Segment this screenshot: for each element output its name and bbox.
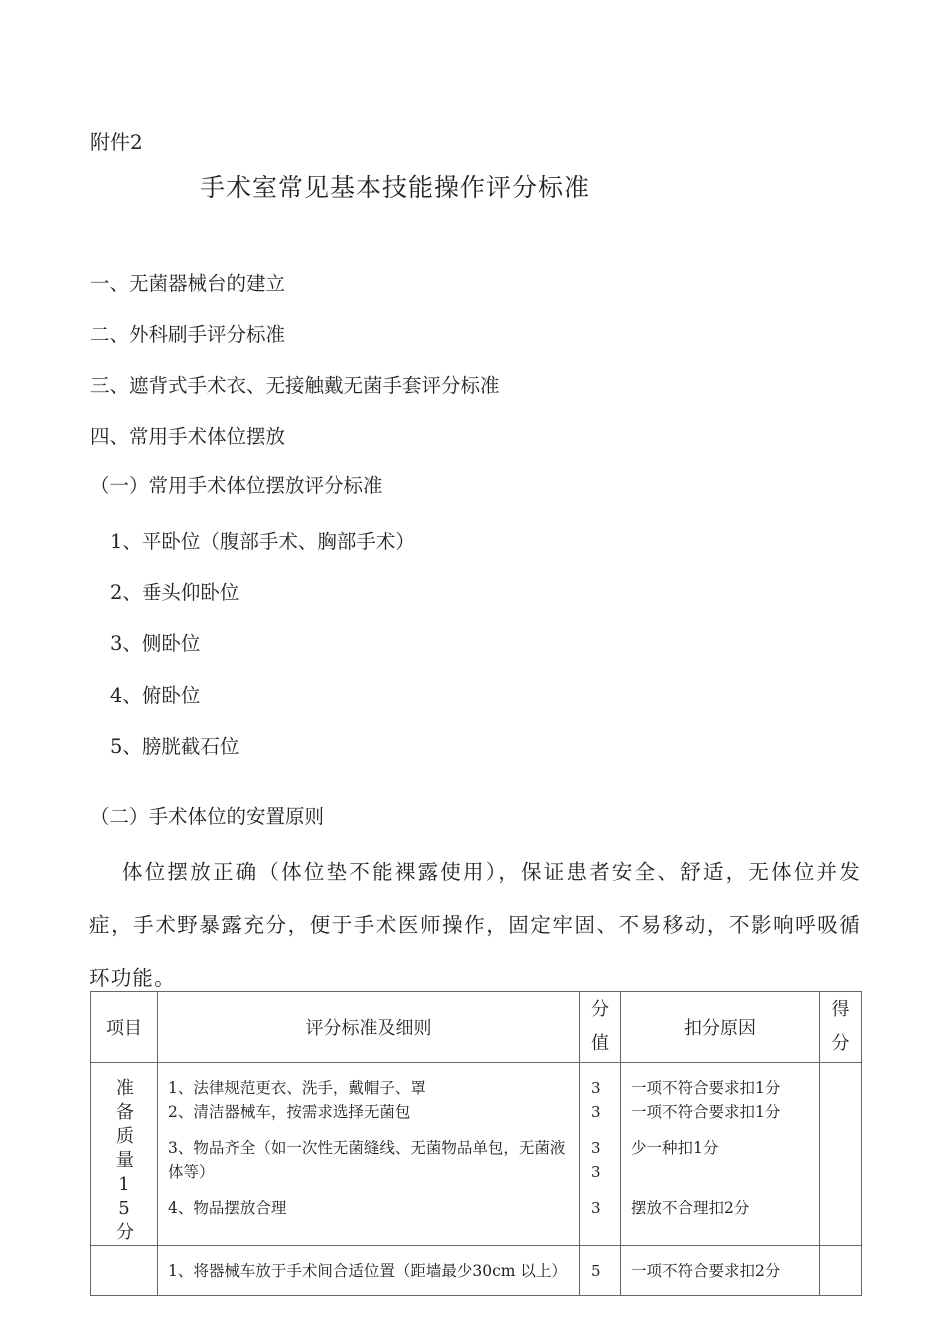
table-header-row <box>91 992 862 1063</box>
deduction-cell <box>621 1063 820 1246</box>
deduction-item: 一项不符合要求扣2分 <box>631 1262 781 1280</box>
subsection-heading-1: （一）常用手术体位摆放评分标准 <box>90 474 383 497</box>
deduction-item: 少一种扣1分 <box>631 1139 719 1157</box>
attachment-label: 附件2 <box>90 130 143 154</box>
criteria-item: 4、物品摆放合理 <box>168 1199 287 1217</box>
criteria-item: 2、清洁器械车，按需求选择无菌包 <box>168 1103 411 1121</box>
deduction-item: 一项不符合要求扣1分 <box>631 1079 781 1097</box>
table-row <box>91 1063 862 1246</box>
position-item-1: 1、平卧位（腹部手术、胸部手术） <box>110 530 415 553</box>
score-value: 3 <box>591 1079 601 1097</box>
score-value: 3 <box>591 1163 601 1181</box>
header-got: 得分 <box>820 992 862 1063</box>
criteria-cell <box>158 1063 580 1246</box>
got-cell <box>820 1246 862 1296</box>
project-cell <box>91 1246 158 1296</box>
criteria-cell <box>158 1246 580 1296</box>
document-title: 手术室常见基本技能操作评分标准 <box>200 173 591 202</box>
position-item-2: 2、垂头仰卧位 <box>110 581 240 604</box>
score-value: 3 <box>591 1103 601 1121</box>
position-item-3: 3、侧卧位 <box>110 632 201 655</box>
header-deduction: 扣分原因 <box>621 992 820 1063</box>
principles-paragraph: 体位摆放正确（体位垫不能裸露使用），保证患者安全、舒适，无体位并发症，手术野暴露充分，便于手术医师操作，固定牢固、不易移动，不影响呼吸循环功能。 <box>89 860 861 990</box>
header-criteria: 评分标准及细则 <box>158 992 580 1063</box>
score-value: 5 <box>591 1262 601 1280</box>
score-cell <box>580 1246 621 1296</box>
deduction-cell <box>621 1246 820 1296</box>
score-cell <box>580 1063 621 1246</box>
section-heading-1: 一、无菌器械台的建立 <box>90 272 286 295</box>
section-heading-3: 三、遮背式手术衣、无接触戴无菌手套评分标准 <box>90 374 500 397</box>
project-label: 准备质量15分 <box>116 1078 134 1243</box>
table-row <box>91 1246 862 1296</box>
header-project: 项目 <box>91 992 158 1063</box>
got-cell <box>820 1063 862 1246</box>
score-value: 3 <box>591 1139 601 1157</box>
position-item-4: 4、俯卧位 <box>110 684 201 707</box>
criteria-item: 1、法律规范更衣、洗手，戴帽子、罩 <box>168 1079 426 1097</box>
section-heading-4: 四、常用手术体位摆放 <box>90 425 286 448</box>
criteria-item: 3、物品齐全（如一次性无菌缝线、无菌物品单包，无菌液体等） <box>168 1139 566 1181</box>
scoring-table <box>90 991 862 1296</box>
deduction-item: 摆放不合理扣2分 <box>631 1199 750 1217</box>
subsection-heading-2: （二）手术体位的安置原则 <box>90 805 325 828</box>
position-item-5: 5、膀胱截石位 <box>110 735 240 758</box>
header-score: 分值 <box>580 992 621 1063</box>
project-cell <box>91 1063 158 1246</box>
section-heading-2: 二、外科刷手评分标准 <box>90 323 286 346</box>
deduction-item: 一项不符合要求扣1分 <box>631 1103 781 1121</box>
score-value: 3 <box>591 1199 601 1217</box>
criteria-item: 1、将器械车放于手术间合适位置（距墙最少30cm 以上） <box>168 1262 567 1280</box>
